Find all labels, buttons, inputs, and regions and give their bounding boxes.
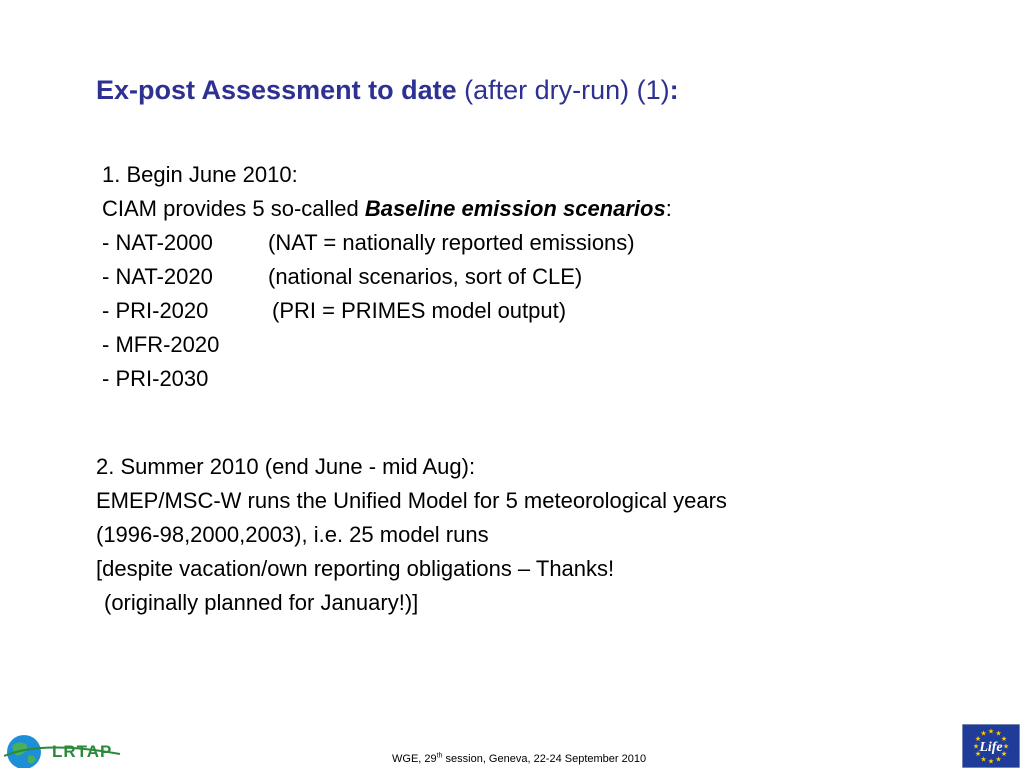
eu-star-icon: ★	[980, 756, 987, 764]
eu-star-icon: ★	[1000, 736, 1008, 743]
footer-suffix: session, Geneva, 22-24 September 2010	[442, 753, 647, 765]
title-bold-text: Ex-post Assessment to date	[96, 75, 457, 105]
scenario-code: - NAT-2020	[102, 264, 213, 289]
section-2-line: (1996-98,2000,2003), i.e. 25 model runs	[96, 522, 489, 547]
eu-star-icon: ★	[995, 756, 1002, 764]
title-colon: :	[669, 75, 679, 105]
section-2-line: EMEP/MSC-W runs the Unified Model for 5 meteorological years	[96, 488, 727, 513]
section-2-line: 2. Summer 2010 (end June - mid Aug):	[96, 454, 476, 479]
scenario-desc: (PRI = PRIMES model output)	[272, 298, 567, 323]
scenario-item	[102, 226, 672, 260]
eu-star-icon: ★	[974, 736, 982, 743]
section-1	[102, 158, 672, 396]
section-1-intro	[102, 192, 672, 226]
scenario-code: - NAT-2000	[102, 230, 213, 255]
eu-star-icon: ★	[974, 751, 982, 758]
footer-text	[392, 752, 646, 766]
footer-prefix: WGE, 29	[392, 753, 437, 765]
scenario-item	[102, 294, 672, 328]
eu-star-icon: ★	[1000, 751, 1008, 758]
eu-star-icon: ★	[980, 730, 987, 738]
intro-suffix: :	[665, 196, 672, 221]
intro-prefix: CIAM provides 5 so-called	[102, 196, 365, 221]
lrtap-text: LRTAP	[52, 742, 113, 761]
lrtap-logo	[2, 730, 122, 768]
scenario-code: - PRI-2030	[102, 366, 209, 391]
title-normal-text: (after dry-run) (1)	[456, 75, 670, 105]
life-text: Life	[979, 740, 1003, 755]
eu-star-icon: ★	[995, 730, 1002, 738]
scenario-code: - PRI-2020	[102, 298, 209, 323]
section-2	[96, 450, 727, 620]
footer-sup: th	[436, 752, 443, 760]
scenario-code: - MFR-2020	[102, 332, 220, 357]
section-2-line: (originally planned for January!)]	[104, 590, 419, 615]
lrtap-logo-graphic	[2, 730, 122, 768]
eu-star-icon: ★	[1002, 743, 1010, 751]
scenario-item	[102, 260, 672, 294]
slide-title	[96, 72, 679, 108]
scenario-desc: (national scenarios, sort of CLE)	[268, 264, 583, 289]
eu-star-icon: ★	[987, 728, 995, 736]
eu-star-icon: ★	[972, 743, 980, 751]
intro-emphasis: Baseline emission scenarios	[364, 196, 666, 221]
scenario-item	[102, 328, 672, 362]
section-2-line: [despite vacation/own reporting obligations – Thanks!	[96, 556, 615, 581]
scenario-item	[102, 362, 672, 396]
scenario-desc: (NAT = nationally reported emissions)	[268, 230, 635, 255]
section-1-heading: 1. Begin June 2010:	[102, 162, 298, 187]
life-logo-graphic	[962, 724, 1020, 768]
eu-star-icon: ★	[987, 758, 995, 766]
life-logo	[962, 724, 1020, 768]
